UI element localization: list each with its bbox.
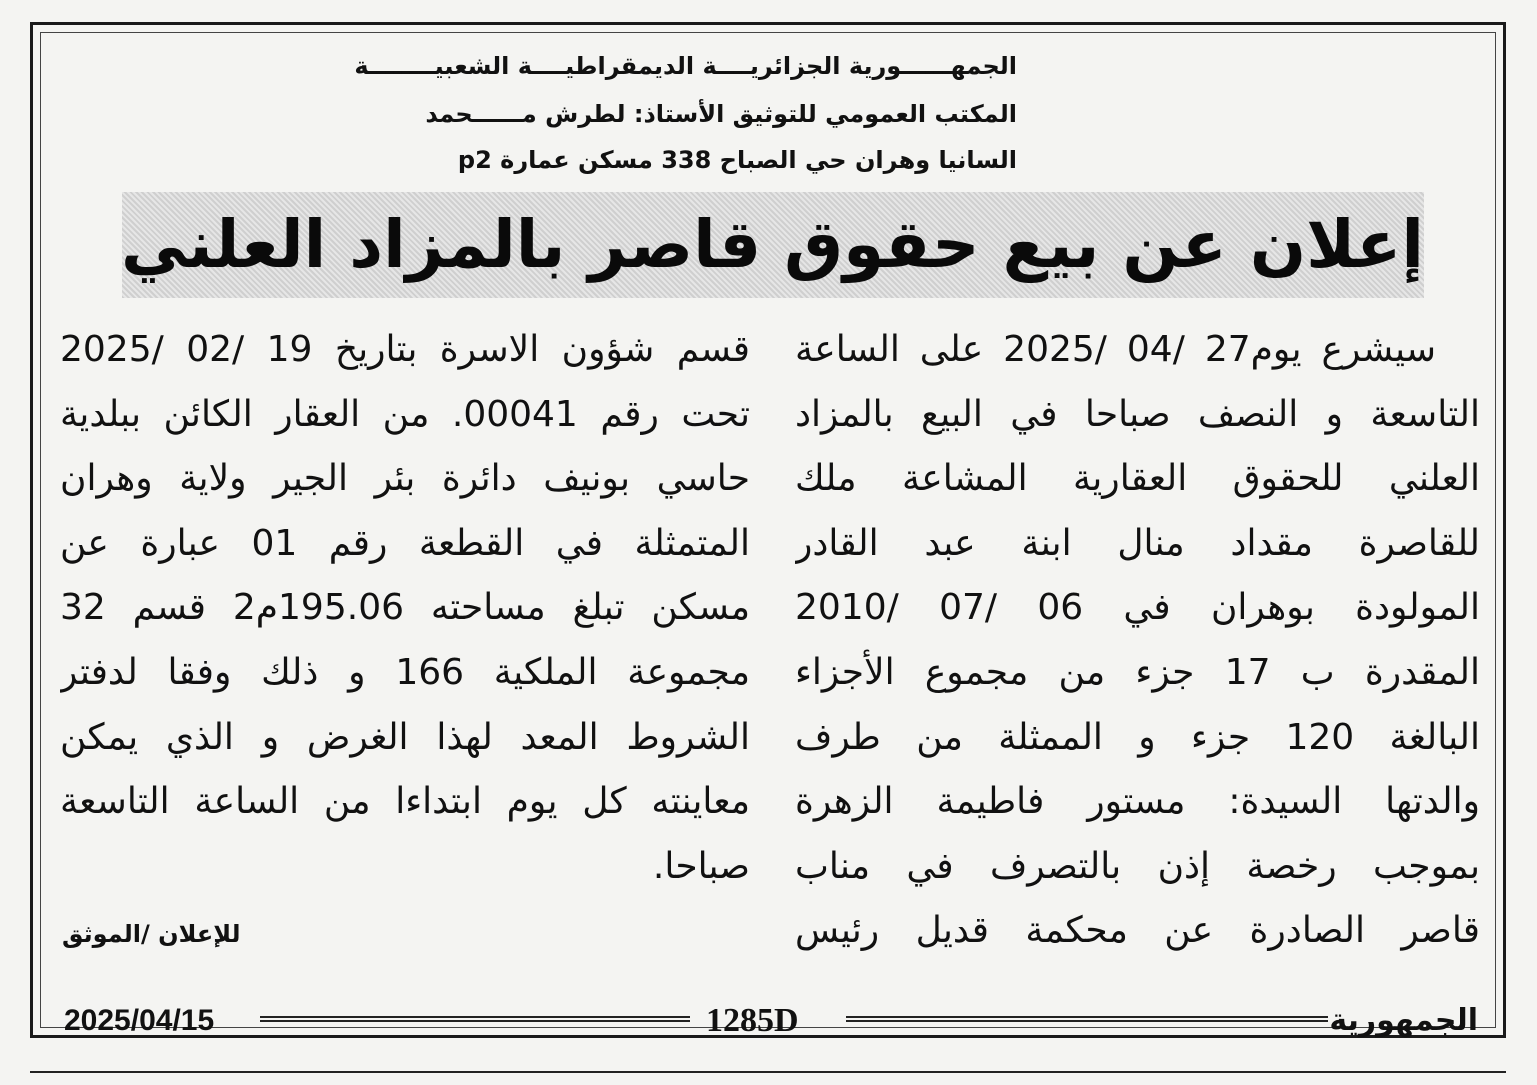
body-line: حاسي بونيف دائرة بئر الجير ولاية وهران	[60, 458, 750, 500]
header-office: المكتب العمومي للتوثيق الأستاذ: لطرش مــــــحمد	[425, 100, 1017, 128]
body-line: بموجب رخصة إذن بالتصرف في مناب	[795, 845, 1480, 887]
header-republic: الجمهــــــورية الجزائريــــة الديمقراطيــــة الشعبيــــــــة	[354, 52, 1017, 80]
body-line: المقدرة ب 17 جزء من مجموع الأجزاء	[795, 651, 1480, 693]
body-line: الشروط المعد لهذا الغرض و الذي يمكن	[60, 716, 750, 758]
notary-signoff: للإعلان /الموثق	[62, 920, 241, 948]
body-line: المولودة بوهران في 06 /07 /2010	[795, 587, 1480, 629]
footer-rule-left	[260, 1016, 690, 1022]
footer	[40, 996, 1496, 1046]
announcement-title: إعلان عن بيع حقوق قاصر بالمزاد العلني	[120, 206, 1424, 283]
body-line: تحت رقم 00041. من العقار الكائن ببلدية	[60, 393, 750, 435]
body-line: قاصر الصادرة عن محكمة قديل رئيس	[795, 910, 1480, 952]
body-line: مجموعة الملكية 166 و ذلك وفقا لدفتر	[60, 651, 750, 693]
body-line: المتمثلة في القطعة رقم 01 عبارة عن	[60, 522, 750, 564]
page-bottom-rule	[30, 1071, 1506, 1073]
body-line: للقاصرة مقداد منال ابنة عبد القادر	[795, 522, 1480, 564]
newspaper-logo: الجمهورية	[1329, 1003, 1478, 1038]
body-line: صباحا.	[652, 845, 750, 887]
body-line: التاسعة و النصف صباحا في البيع بالمزاد	[795, 393, 1480, 435]
body-line: العلني للحقوق العقارية المشاعة ملك	[795, 458, 1480, 500]
body-line: والدتها السيدة: مستور فاطيمة الزهرة	[795, 781, 1480, 823]
body-line: معاينته كل يوم ابتداءا من الساعة التاسعة	[60, 781, 750, 823]
footer-rule-right	[846, 1016, 1328, 1022]
body-line: البالغة 120 جزء و الممثلة من طرف	[795, 716, 1480, 758]
body-line: قسم شؤون الاسرة بتاريخ 19 /02 /2025	[60, 329, 750, 370]
body-line: سيشرع يوم27 /04 /2025 على الساعة	[795, 329, 1436, 370]
footer-code: 1285D	[706, 1002, 799, 1039]
body-line: مسكن تبلغ مساحته 195.06م2 قسم 32	[60, 587, 750, 629]
body-left-column	[60, 318, 750, 899]
footer-date: 2025/04/15	[64, 1004, 215, 1037]
header-address: السانيا وهران حي الصباح 338 مسكن عمارة p2	[457, 146, 1017, 174]
body-right-column	[795, 318, 1480, 964]
